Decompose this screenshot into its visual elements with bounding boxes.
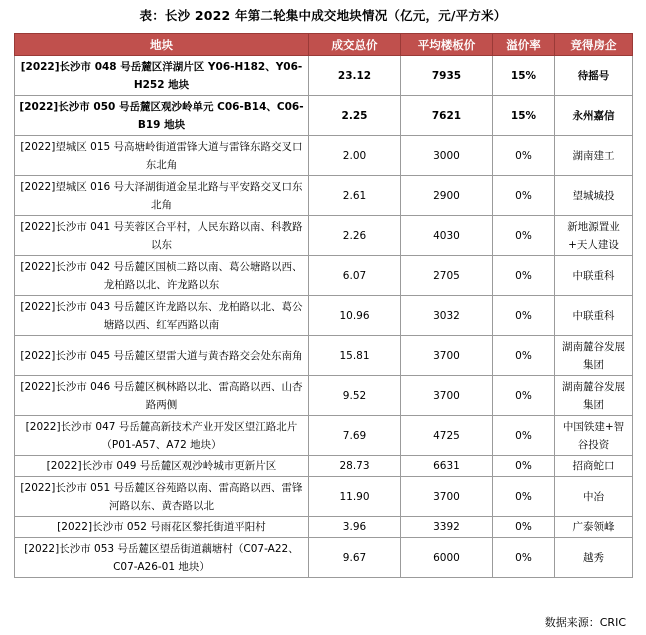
table-row [15,416,633,456]
avg-floor-price-cell: 3700 [401,376,493,416]
avg-floor-price-cell: 4725 [401,416,493,456]
table-row [15,56,633,96]
avg-floor-price-cell: 3392 [401,517,493,538]
table-row [15,256,633,296]
winner-cell: 中国铁建+智谷投资 [555,416,633,456]
winner-cell: 广泰领峰 [555,517,633,538]
table-row [15,477,633,517]
header-plot: 地块 [15,34,309,56]
avg-floor-price-cell: 7621 [401,96,493,136]
avg-floor-price-cell: 2705 [401,256,493,296]
total-price-cell: 28.73 [309,456,401,477]
premium-rate-cell: 0% [493,517,555,538]
winner-cell: 中联重科 [555,296,633,336]
avg-floor-price-cell: 7935 [401,56,493,96]
premium-rate-cell: 0% [493,376,555,416]
winner-cell: 招商蛇口 [555,456,633,477]
table-row [15,216,633,256]
total-price-cell: 7.69 [309,416,401,456]
header-total-price: 成交总价 [309,34,401,56]
table-row [15,456,633,477]
avg-floor-price-cell: 6000 [401,538,493,578]
winner-cell: 越秀 [555,538,633,578]
table-row [15,176,633,216]
land-transactions-table [14,33,633,578]
total-price-cell: 2.25 [309,96,401,136]
data-source: 数据来源：CRIC [544,616,626,629]
plot-cell: [2022]长沙市 043 号岳麓区许龙路以东、龙柏路以北、葛公塘路以西、红军西路以南 [15,296,309,336]
plot-cell: [2022]长沙市 042 号岳麓区国桢二路以南、葛公塘路以西、龙柏路以北、许龙路以东 [15,256,309,296]
header-avg-floor-price: 平均楼板价 [401,34,493,56]
avg-floor-price-cell: 3700 [401,477,493,517]
avg-floor-price-cell: 3700 [401,336,493,376]
plot-cell: [2022]望城区 015 号高塘岭街道雷锋大道与雷锋东路交叉口东北角 [15,136,309,176]
plot-cell: [2022]长沙市 050 号岳麓区观沙岭单元 C06-B14、C06-B19 地块 [15,96,309,136]
table-row [15,517,633,538]
plot-cell: [2022]长沙市 053 号岳麓区望岳街道藕塘村（C07-A22、C07-A26-01 地块） [15,538,309,578]
header-winning-developer: 竞得房企 [555,34,633,56]
total-price-cell: 15.81 [309,336,401,376]
premium-rate-cell: 0% [493,416,555,456]
premium-rate-cell: 0% [493,336,555,376]
table-row [15,538,633,578]
table-row [15,336,633,376]
plot-cell: [2022]长沙市 049 号岳麓区观沙岭城市更新片区 [15,456,309,477]
total-price-cell: 2.61 [309,176,401,216]
winner-cell: 湖南建工 [555,136,633,176]
plot-cell: [2022]长沙市 046 号岳麓区枫林路以北、雷高路以西、山杏路两侧 [15,376,309,416]
total-price-cell: 6.07 [309,256,401,296]
avg-floor-price-cell: 3000 [401,136,493,176]
avg-floor-price-cell: 3032 [401,296,493,336]
plot-cell: [2022]长沙市 041 号芙蓉区合平村，人民东路以南、科教路以东 [15,216,309,256]
total-price-cell: 3.96 [309,517,401,538]
total-price-cell: 11.90 [309,477,401,517]
plot-cell: [2022]长沙市 052 号雨花区黎托街道平阳村 [15,517,309,538]
total-price-cell: 9.52 [309,376,401,416]
plot-cell: [2022]长沙市 047 号岳麓高新技术产业开发区望江路北片（P01-A57、A72 地块） [15,416,309,456]
premium-rate-cell: 15% [493,56,555,96]
table-row [15,296,633,336]
total-price-cell: 23.12 [309,56,401,96]
header-row [15,34,633,56]
winner-cell: 新地源置业+天人建设 [555,216,633,256]
table-row [15,136,633,176]
table-title: 表：长沙 2022 年第二轮集中成交地块情况（亿元，元/平方米） [139,8,507,23]
premium-rate-cell: 0% [493,477,555,517]
total-price-cell: 10.96 [309,296,401,336]
winner-cell: 望城城投 [555,176,633,216]
premium-rate-cell: 0% [493,136,555,176]
premium-rate-cell: 15% [493,96,555,136]
winner-cell: 湖南麓谷发展集团 [555,336,633,376]
premium-rate-cell: 0% [493,456,555,477]
winner-cell: 湖南麓谷发展集团 [555,376,633,416]
winner-cell: 待摇号 [555,56,633,96]
premium-rate-cell: 0% [493,176,555,216]
premium-rate-cell: 0% [493,538,555,578]
winner-cell: 永州嘉信 [555,96,633,136]
avg-floor-price-cell: 2900 [401,176,493,216]
header-premium-rate: 溢价率 [493,34,555,56]
plot-cell: [2022]长沙市 048 号岳麓区洋湖片区 Y06-H182、Y06-H252 地块 [15,56,309,96]
winner-cell: 中冶 [555,477,633,517]
avg-floor-price-cell: 4030 [401,216,493,256]
total-price-cell: 9.67 [309,538,401,578]
total-price-cell: 2.26 [309,216,401,256]
table-row [15,376,633,416]
total-price-cell: 2.00 [309,136,401,176]
premium-rate-cell: 0% [493,216,555,256]
plot-cell: [2022]长沙市 051 号岳麓区谷苑路以南、雷高路以西、雷锋河路以东、黄杏路以北 [15,477,309,517]
premium-rate-cell: 0% [493,256,555,296]
plot-cell: [2022]长沙市 045 号岳麓区望雷大道与黄杏路交会处东南角 [15,336,309,376]
plot-cell: [2022]望城区 016 号大泽湖街道金星北路与平安路交叉口东北角 [15,176,309,216]
premium-rate-cell: 0% [493,296,555,336]
winner-cell: 中联重科 [555,256,633,296]
table-body [15,56,633,578]
avg-floor-price-cell: 6631 [401,456,493,477]
table-row [15,96,633,136]
